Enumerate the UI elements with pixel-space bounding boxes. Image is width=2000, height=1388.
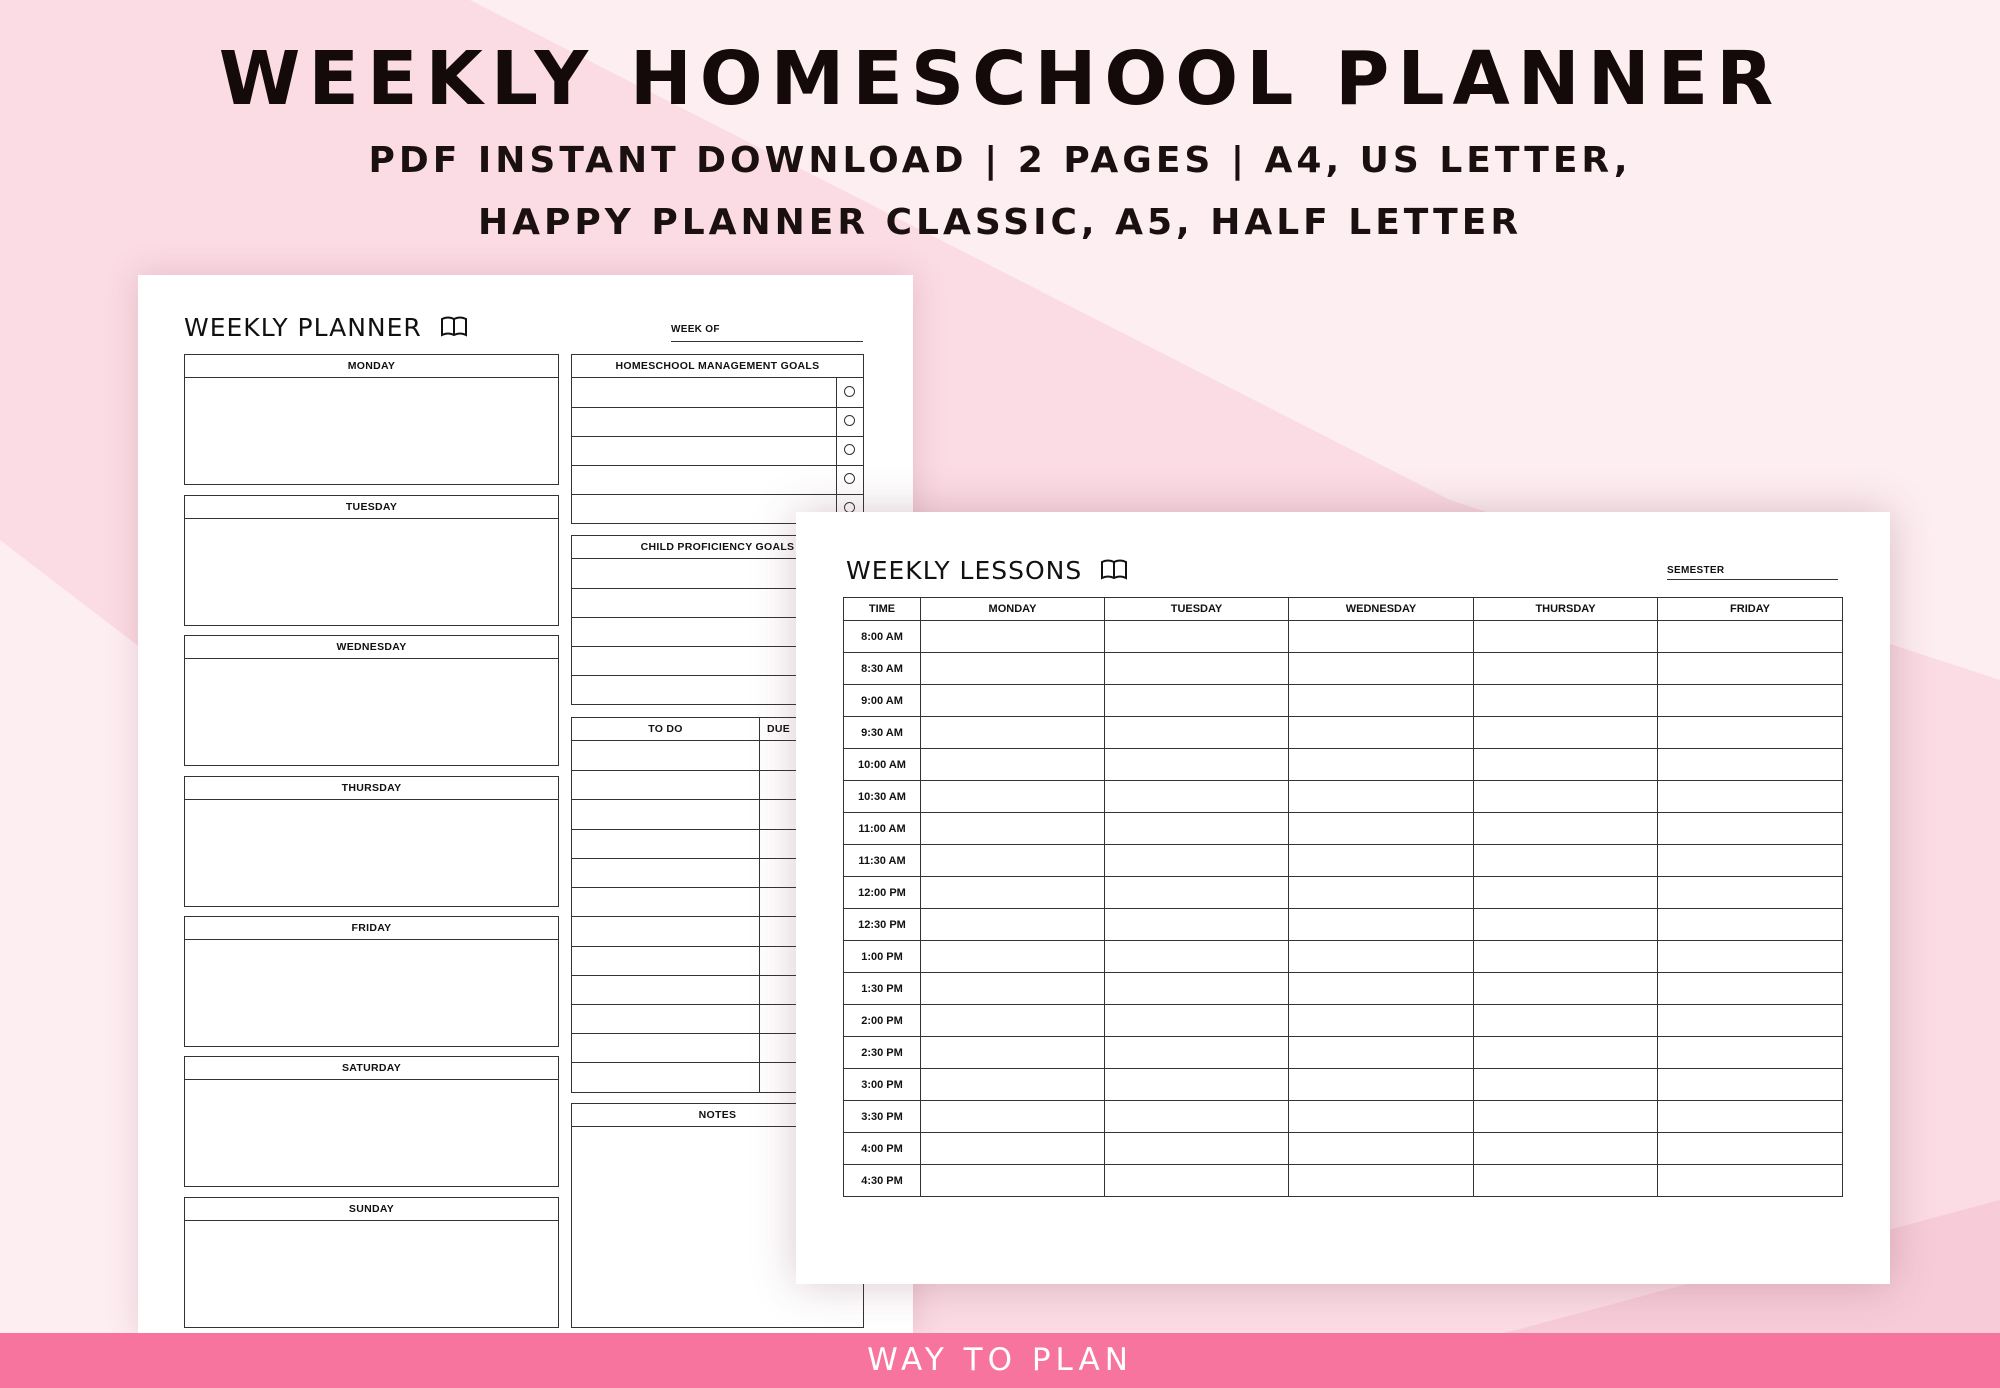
- time-slot-label: 3:00 PM: [844, 1069, 921, 1101]
- checkbox-column-line: [836, 378, 837, 523]
- lesson-cell[interactable]: [921, 813, 1105, 845]
- lesson-cell[interactable]: [921, 1101, 1105, 1133]
- table-row: [844, 621, 1843, 653]
- lesson-cell[interactable]: [1658, 685, 1843, 717]
- day-label: WEDNESDAY: [185, 636, 558, 659]
- lesson-cell[interactable]: [1289, 749, 1474, 781]
- goal-line: [572, 465, 863, 466]
- column-header-monday: MONDAY: [921, 598, 1105, 621]
- lesson-cell[interactable]: [1289, 685, 1474, 717]
- lesson-cell[interactable]: [921, 653, 1105, 685]
- goal-checkbox[interactable]: [844, 386, 855, 397]
- lesson-cell[interactable]: [1289, 813, 1474, 845]
- time-slot-label: 8:00 AM: [844, 621, 921, 653]
- time-slot-label: 2:30 PM: [844, 1037, 921, 1069]
- goal-checkbox[interactable]: [844, 444, 855, 455]
- lesson-cell[interactable]: [1474, 653, 1658, 685]
- day-box-wednesday[interactable]: [184, 635, 559, 766]
- lesson-cell[interactable]: [1474, 1133, 1658, 1165]
- table-row: [844, 877, 1843, 909]
- lesson-cell[interactable]: [1289, 1101, 1474, 1133]
- lesson-cell[interactable]: [1289, 973, 1474, 1005]
- time-slot-label: 2:00 PM: [844, 1005, 921, 1037]
- time-slot-label: 1:30 PM: [844, 973, 921, 1005]
- week-of-line[interactable]: [671, 341, 863, 342]
- lesson-cell[interactable]: [1474, 845, 1658, 877]
- management-goals-label: HOMESCHOOL MANAGEMENT GOALS: [572, 355, 863, 378]
- banner-subtitle-line1: PDF INSTANT DOWNLOAD | 2 PAGES | A4, US LETTER,: [368, 140, 1632, 181]
- goal-checkbox[interactable]: [844, 415, 855, 426]
- table-row: [844, 685, 1843, 717]
- day-label: SUNDAY: [185, 1198, 558, 1221]
- table-row: [844, 1069, 1843, 1101]
- table-row: [844, 941, 1843, 973]
- lesson-cell[interactable]: [1658, 1037, 1843, 1069]
- book-icon: [441, 315, 467, 344]
- lesson-cell[interactable]: [1105, 1005, 1289, 1037]
- lesson-cell[interactable]: [921, 781, 1105, 813]
- lesson-cell[interactable]: [1105, 1133, 1289, 1165]
- lesson-cell[interactable]: [1658, 845, 1843, 877]
- management-goals-box[interactable]: [571, 354, 864, 524]
- table-row: [844, 973, 1843, 1005]
- lesson-cell[interactable]: [1658, 973, 1843, 1005]
- lessons-title-wrap: [846, 556, 1127, 587]
- time-slot-label: 10:30 AM: [844, 781, 921, 813]
- goal-line: [572, 407, 863, 408]
- lesson-cell[interactable]: [921, 909, 1105, 941]
- lesson-cell[interactable]: [1105, 845, 1289, 877]
- todo-label: TO DO: [648, 723, 683, 735]
- table-row: [844, 653, 1843, 685]
- lesson-cell[interactable]: [1658, 909, 1843, 941]
- lessons-title: WEEKLY LESSONS: [846, 556, 1083, 585]
- lesson-cell[interactable]: [1105, 1069, 1289, 1101]
- planner-title-wrap: [184, 313, 467, 344]
- time-slot-label: 8:30 AM: [844, 653, 921, 685]
- column-header-tuesday: TUESDAY: [1105, 598, 1289, 621]
- day-box-friday[interactable]: [184, 916, 559, 1047]
- lesson-cell[interactable]: [1289, 781, 1474, 813]
- column-header-wednesday: WEDNESDAY: [1289, 598, 1474, 621]
- column-header-time: TIME: [844, 598, 921, 621]
- lesson-cell[interactable]: [1658, 1005, 1843, 1037]
- lesson-cell[interactable]: [1658, 781, 1843, 813]
- lesson-cell[interactable]: [921, 941, 1105, 973]
- lesson-cell[interactable]: [1289, 1037, 1474, 1069]
- time-slot-label: 9:00 AM: [844, 685, 921, 717]
- lesson-cell[interactable]: [1474, 909, 1658, 941]
- time-slot-label: 4:30 PM: [844, 1165, 921, 1197]
- lesson-cell[interactable]: [1474, 973, 1658, 1005]
- lesson-cell[interactable]: [921, 1005, 1105, 1037]
- notes-label: NOTES: [572, 1104, 863, 1127]
- day-box-tuesday[interactable]: [184, 495, 559, 626]
- lesson-cell[interactable]: [1289, 877, 1474, 909]
- lesson-cell[interactable]: [1105, 1165, 1289, 1197]
- day-box-saturday[interactable]: [184, 1056, 559, 1187]
- goal-line: [572, 494, 863, 495]
- lesson-cell[interactable]: [921, 877, 1105, 909]
- lesson-cell[interactable]: [921, 973, 1105, 1005]
- day-box-thursday[interactable]: [184, 776, 559, 907]
- lesson-cell[interactable]: [1474, 1165, 1658, 1197]
- lesson-cell[interactable]: [921, 749, 1105, 781]
- book-icon: [1101, 558, 1127, 587]
- lesson-cell[interactable]: [1658, 877, 1843, 909]
- table-row: [844, 781, 1843, 813]
- lesson-cell[interactable]: [921, 1037, 1105, 1069]
- day-label: MONDAY: [185, 355, 558, 378]
- lesson-cell[interactable]: [921, 717, 1105, 749]
- goal-line: [572, 436, 863, 437]
- semester-line[interactable]: [1667, 579, 1838, 580]
- table-row: [844, 845, 1843, 877]
- time-slot-label: 12:00 PM: [844, 877, 921, 909]
- lesson-cell[interactable]: [1105, 717, 1289, 749]
- lesson-cell[interactable]: [1105, 781, 1289, 813]
- time-slot-label: 10:00 AM: [844, 749, 921, 781]
- lesson-cell[interactable]: [1289, 1133, 1474, 1165]
- table-row: [844, 1133, 1843, 1165]
- goal-checkbox[interactable]: [844, 473, 855, 484]
- lesson-cell[interactable]: [1474, 813, 1658, 845]
- lesson-cell[interactable]: [1658, 813, 1843, 845]
- lessons-header-row: [844, 598, 1843, 621]
- table-row: [844, 1037, 1843, 1069]
- lesson-cell[interactable]: [921, 1069, 1105, 1101]
- time-slot-label: 1:00 PM: [844, 941, 921, 973]
- lesson-cell[interactable]: [1474, 717, 1658, 749]
- time-slot-label: 9:30 AM: [844, 717, 921, 749]
- lesson-cell[interactable]: [1658, 1165, 1843, 1197]
- time-slot-label: 12:30 PM: [844, 909, 921, 941]
- column-header-thursday: THURSDAY: [1474, 598, 1658, 621]
- day-box-sunday[interactable]: [184, 1197, 559, 1328]
- child-goals-label: CHILD PROFICIENCY GOALS: [572, 536, 863, 559]
- lesson-cell[interactable]: [1289, 717, 1474, 749]
- lesson-cell[interactable]: [1105, 909, 1289, 941]
- lesson-cell[interactable]: [1474, 749, 1658, 781]
- lesson-cell[interactable]: [921, 845, 1105, 877]
- lesson-cell[interactable]: [1474, 1037, 1658, 1069]
- table-row: [844, 1101, 1843, 1133]
- lesson-cell[interactable]: [1474, 621, 1658, 653]
- lesson-cell[interactable]: [1658, 621, 1843, 653]
- column-header-friday: FRIDAY: [1658, 598, 1843, 621]
- table-row: [844, 1165, 1843, 1197]
- table-row: [844, 1005, 1843, 1037]
- lesson-cell[interactable]: [1474, 877, 1658, 909]
- lesson-cell[interactable]: [1474, 1005, 1658, 1037]
- lesson-cell[interactable]: [1474, 781, 1658, 813]
- lesson-cell[interactable]: [1658, 941, 1843, 973]
- time-slot-label: 3:30 PM: [844, 1101, 921, 1133]
- time-slot-label: 11:00 AM: [844, 813, 921, 845]
- table-row: [844, 909, 1843, 941]
- due-label: DUE: [767, 723, 791, 735]
- lesson-cell[interactable]: [1658, 717, 1843, 749]
- day-label: TUESDAY: [185, 496, 558, 519]
- lesson-cell[interactable]: [1658, 653, 1843, 685]
- lessons-table: [843, 597, 1843, 1197]
- footer-brand: WAY TO PLAN: [0, 1333, 2000, 1388]
- lesson-cell[interactable]: [1289, 1165, 1474, 1197]
- lesson-cell[interactable]: [1105, 749, 1289, 781]
- lesson-cell[interactable]: [1105, 813, 1289, 845]
- day-label: THURSDAY: [185, 777, 558, 800]
- lesson-cell[interactable]: [1289, 653, 1474, 685]
- lesson-cell[interactable]: [1105, 1101, 1289, 1133]
- lesson-cell[interactable]: [1474, 685, 1658, 717]
- lesson-cell[interactable]: [1289, 1005, 1474, 1037]
- lesson-cell[interactable]: [1289, 1069, 1474, 1101]
- day-label: FRIDAY: [185, 917, 558, 940]
- lesson-cell[interactable]: [1105, 653, 1289, 685]
- lesson-cell[interactable]: [921, 1165, 1105, 1197]
- day-label: SATURDAY: [185, 1057, 558, 1080]
- banner-subtitle-line2: HAPPY PLANNER CLASSIC, A5, HALF LETTER: [477, 202, 1523, 243]
- time-slot-label: 4:00 PM: [844, 1133, 921, 1165]
- table-row: [844, 749, 1843, 781]
- lesson-cell[interactable]: [921, 621, 1105, 653]
- lesson-cell[interactable]: [1474, 1101, 1658, 1133]
- lesson-cell[interactable]: [1658, 1101, 1843, 1133]
- planner-title: WEEKLY PLANNER: [184, 313, 422, 342]
- lesson-cell[interactable]: [1289, 941, 1474, 973]
- lesson-cell[interactable]: [1658, 1069, 1843, 1101]
- week-of-label: WEEK OF: [671, 324, 720, 335]
- lesson-cell[interactable]: [921, 685, 1105, 717]
- weekly-lessons-page: [796, 512, 1890, 1284]
- lesson-cell[interactable]: [1105, 941, 1289, 973]
- table-row: [844, 717, 1843, 749]
- lesson-cell[interactable]: [1289, 909, 1474, 941]
- lesson-cell[interactable]: [1105, 685, 1289, 717]
- banner-title: WEEKLY HOMESCHOOL PLANNER: [218, 36, 1782, 122]
- table-row: [844, 813, 1843, 845]
- time-slot-label: 11:30 AM: [844, 845, 921, 877]
- day-box-monday[interactable]: [184, 354, 559, 485]
- lesson-cell[interactable]: [1289, 845, 1474, 877]
- lesson-cell[interactable]: [1658, 749, 1843, 781]
- lesson-cell[interactable]: [1658, 1133, 1843, 1165]
- due-column-line: [759, 718, 760, 1092]
- lesson-cell[interactable]: [1105, 621, 1289, 653]
- lesson-cell[interactable]: [1105, 1037, 1289, 1069]
- semester-label: SEMESTER: [1667, 565, 1725, 576]
- lesson-cell[interactable]: [1289, 621, 1474, 653]
- lesson-cell[interactable]: [1105, 877, 1289, 909]
- lesson-cell[interactable]: [1105, 973, 1289, 1005]
- lesson-cell[interactable]: [1474, 941, 1658, 973]
- lesson-cell[interactable]: [1474, 1069, 1658, 1101]
- lesson-cell[interactable]: [921, 1133, 1105, 1165]
